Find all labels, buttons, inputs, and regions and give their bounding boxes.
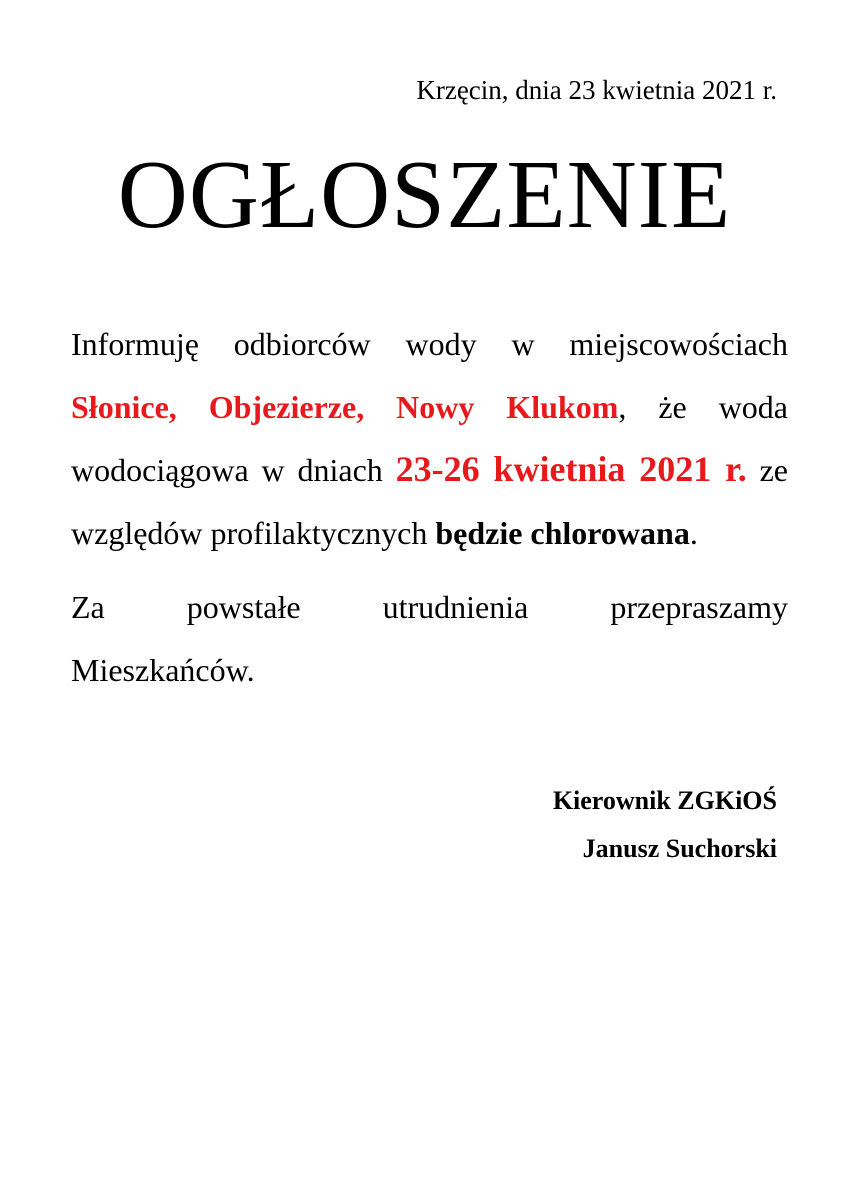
- apology-line-1: Za powstałe utrudnienia przepraszamy: [71, 589, 788, 625]
- signature-position: Kierownik ZGKiOŚ: [552, 786, 777, 815]
- period-text: .: [689, 514, 698, 551]
- paragraph-1-line-2: [71, 376, 788, 439]
- paragraph-1-line-3: [71, 438, 788, 502]
- paragraph-1-line-4: [71, 502, 788, 565]
- announcement-paragraph-1: [71, 313, 788, 564]
- page-title: OGŁOSZENIE: [117, 141, 732, 248]
- apology-line-2: Mieszkańców.: [71, 651, 255, 688]
- signature-block: [553, 777, 777, 873]
- localities-highlight: Słonice, Objezierze, Nowy Klukom: [71, 388, 619, 425]
- reasons-text: względów profilaktycznych: [71, 514, 428, 551]
- intro-text: Informuję odbiorców wody w miejscowościach: [71, 326, 788, 362]
- date-line: Krzęcin, dnia 23 kwietnia 2021 r.: [416, 75, 777, 105]
- pipeline-text: wodociągowa w dniach: [71, 452, 383, 488]
- signature-name: Janusz Suchorski: [582, 834, 777, 863]
- ze-text: ze: [759, 452, 788, 488]
- dates-highlight: 23-26 kwietnia 2021 r.: [395, 449, 747, 489]
- chlorination-emphasis: będzie chlorowana: [435, 514, 690, 551]
- paragraph-1-line-1: [71, 313, 788, 376]
- water-text: , że woda: [618, 388, 789, 425]
- announcement-paragraph-2: [71, 576, 788, 701]
